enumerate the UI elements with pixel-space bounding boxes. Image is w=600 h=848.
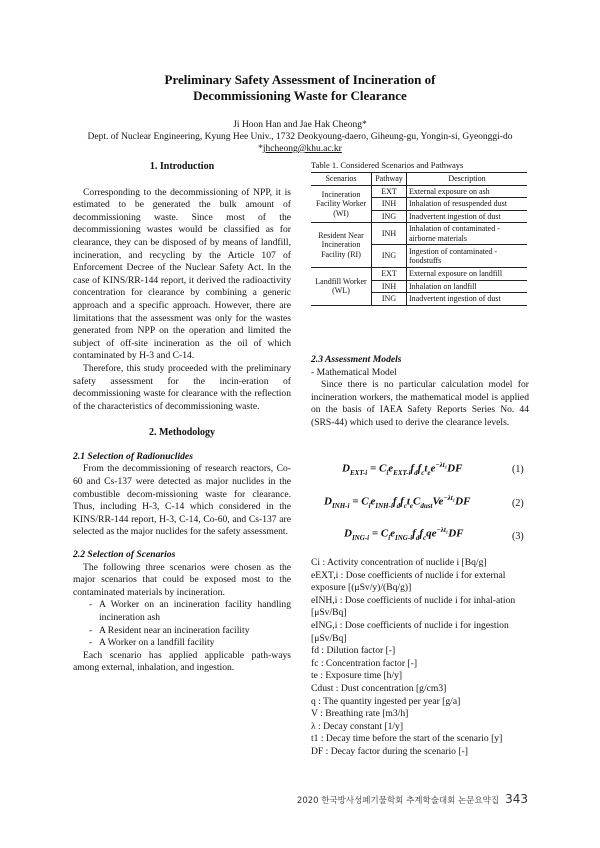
intro-paragraph-1: Corresponding to the decommissioning of NPP, it is estimated to be generated the bulk amount of decommissioning waste. Since most of the decommissioning wastes would be classified as for clearance, they can be disposed of by means of landfill, incineration, and recycling by the Article 107 of Enforcement Decree of the Nuclear Safety Act. In the case of KINS/RR-144 report, it derived the radioactivity concentration for clearance by combining a generic approach and a specific approach. However, there are limitations that the assessment was only for the wastes generated from NPP on the operation and limited the subject of off-site incineration as the oil of which contaminated by H-3 and C-14. — [73, 186, 291, 362]
definition-item: Ci : Activity concentration of nuclide i [Bq/g] — [311, 557, 487, 568]
equation-number: (1) — [512, 464, 524, 475]
definition-item: DF : Decay factor during the scenario [-] — [311, 745, 468, 757]
table-cell-description: Inhalation of resuspended dust — [407, 198, 528, 211]
table-cell-scenario: Landfill Worker (WL) — [311, 268, 372, 306]
table-cell-description: Inadvertent ingestion of dust — [407, 293, 528, 306]
table-header: Pathway — [372, 173, 407, 186]
scenario-table — [311, 172, 527, 306]
table-cell-pathway: ING — [372, 293, 407, 306]
list-item: - A Worker on a landfill facility — [73, 637, 291, 650]
title-line-2: Decommissioning Waste for Clearance — [193, 88, 407, 103]
email-link[interactable]: jhcheong@khu.ac.kr — [262, 144, 342, 154]
table-cell-description: Inhalation of contaminated -airborne materials — [407, 223, 528, 245]
scenario-list — [73, 599, 291, 649]
equation-3: $D_{ING-i} = C_ie_{ING-i}f_df_cqe^{-\lambda t_1}DF$ — [344, 526, 464, 542]
table-header-row — [311, 173, 527, 186]
definition-item: t1 : Decay time before the start of the scenario [y] — [311, 733, 503, 745]
table-row — [311, 185, 527, 198]
section-2-1-text: From the decommissioning of research reactors, Co-60 and Cs-137 were detected as major nuclides in the combustible decom-missioning waste for clearance. Thus, including H-3, C-14 which considered in the KINS/RR-144 report, H-3, C-14, Co-60, and Cs-137 are selected as the major nuclides for the safety assessment. — [73, 463, 291, 538]
models-section — [311, 354, 529, 430]
table-row — [311, 268, 527, 281]
table-cell-pathway: ING — [372, 245, 407, 268]
section-2-2-heading: 2.2 Selection of Scenarios — [73, 549, 176, 561]
paper-title — [0, 72, 600, 104]
section-2-3-text: Since there is no particular calculation model for incineration workers, the mathematical model is applied on the basis of IAEA Safety Reports Series No. 44 (SRS-44) which used to derive the clearance levels. — [311, 379, 529, 428]
equation-2: $D_{INH-i} = C_ie_{INH-i}f_df_ct_eC_{dust}Ve^{-\lambda t_1}DF$ — [324, 494, 471, 510]
table-cell-description: Inhalation on landfill — [407, 280, 528, 293]
definition-item: eING,i : Dose coefficients of nuclide i for ingestion [μSv/Bq] — [311, 619, 509, 644]
section-2-1-heading: 2.1 Selection of Radionuclides — [73, 450, 193, 462]
definition-item: fd : Dilution factor [-] — [311, 645, 396, 657]
table-cell-pathway: INH — [372, 198, 407, 211]
footer-text: 2020 한국방사성폐기물학회 추계학술대회 논문요약집 — [296, 796, 500, 806]
intro-paragraph-2: Therefore, this study proceeded with the preliminary safety assessment for the incin-eration of decommissioning waste for clearance with the reflection of the characteristics of decommissioning waste. — [73, 362, 291, 412]
authors: Ji Hoon Han and Jae Hak Cheong* — [233, 120, 367, 130]
definition-item: fc : Concentration factor [-] — [311, 657, 418, 669]
table-cell-pathway: INH — [372, 280, 407, 293]
list-item: - A Resident near an incineration facility — [73, 625, 291, 638]
section-2-2-text-2: Each scenario has applied applicable path-ways among external, inhalation, and ingestion. — [73, 649, 291, 674]
table-row — [311, 223, 527, 245]
table-cell-scenario: Resident Near Incineration Facility (RI) — [311, 223, 372, 268]
methodology-heading: 2. Methodology — [148, 427, 216, 439]
list-item: - A Worker on an incineration facility handling incineration ash — [73, 599, 291, 624]
table-cell-pathway: EXT — [372, 185, 407, 198]
affiliation: Dept. of Nuclear Engineering, Kyung Hee Univ., 1732 Deokyoung-daero, Giheung-gu, Yongin-si, Gyeonggi-do — [87, 132, 513, 142]
section-2-2-text: The following three scenarios were chosen as the major scenarios that could be exposed most to the contaminated materials by incineration. — [73, 561, 291, 598]
definition-item: q : The quantity ingested per year [g/a] — [311, 695, 461, 707]
equation-number: (2) — [512, 498, 524, 509]
table-cell-pathway: EXT — [372, 268, 407, 281]
table-cell-description: Ingestion of contaminated -foodstuffs — [407, 245, 528, 268]
table-cell-description: External exposure on landfill — [407, 268, 528, 281]
table-cell-description: Inadvertent ingestion of dust — [407, 210, 528, 223]
page-footer — [297, 792, 528, 806]
contact-line — [0, 143, 600, 155]
table-cell-pathway: ING — [372, 210, 407, 223]
page-number: 343 — [505, 792, 528, 806]
table-caption: Table 1. Considered Scenarios and Pathways — [311, 160, 464, 170]
table-cell-description: External exposure on ash — [407, 185, 528, 198]
section-2-3-heading: 2.3 Assessment Models — [311, 354, 402, 365]
title-line-1: Preliminary Safety Assessment of Incineration of — [164, 72, 436, 87]
definition-item: Cdust : Dust concentration [g/cm3] — [311, 682, 447, 694]
definition-item: eEXT,i : Dose coefficients of nuclide i for external exposure [(μSv/y)/(Bq/g)] — [311, 569, 506, 594]
table-block — [311, 160, 529, 306]
left-column — [73, 161, 291, 675]
table-cell-pathway: INH — [372, 223, 407, 245]
equation-1: $D_{EXT-i} = C_ie_{EXT-i}f_df_ct_ee^{-\lambda t_1}DF$ — [342, 461, 463, 477]
definition-item: V : Breathing rate [m3/h] — [311, 708, 409, 720]
author-block — [0, 119, 600, 155]
model-subheading: - Mathematical Model — [311, 366, 397, 378]
definition-item: λ : Decay constant [1/y] — [311, 720, 404, 732]
intro-heading: 1. Introduction — [149, 161, 215, 172]
definitions-list — [311, 557, 531, 759]
table-header: Scenarios — [311, 173, 372, 186]
definition-item: te : Exposure time [h/y] — [311, 670, 403, 682]
table-header: Description — [407, 173, 528, 186]
equation-number: (3) — [512, 531, 524, 542]
table-cell-scenario: Incineration Facility Worker (WI) — [311, 185, 372, 223]
definition-item: eINH,i : Dose coefficients of nuclide i for inhal-ation [μSv/Bq] — [311, 594, 516, 619]
email-prefix: * — [258, 144, 263, 154]
